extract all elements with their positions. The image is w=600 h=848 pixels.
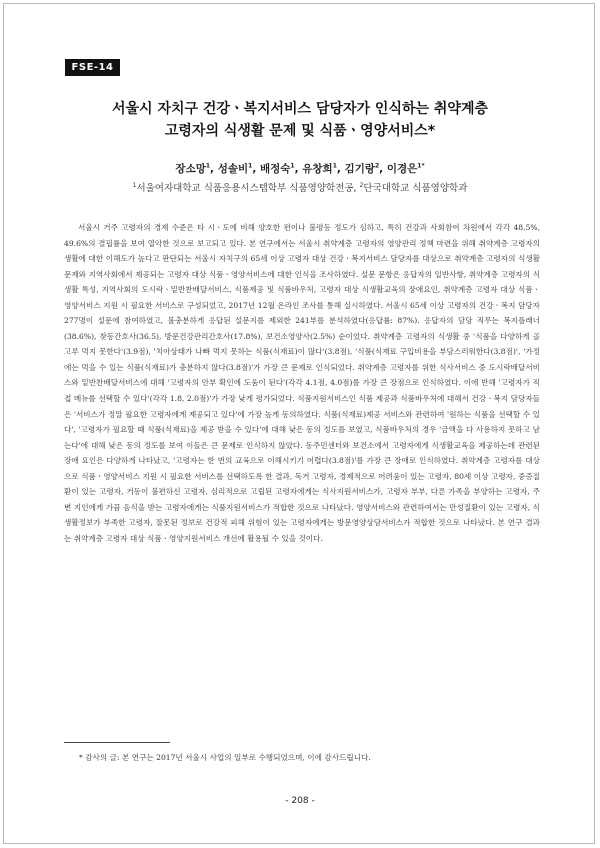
title-line-1: 서울시 자치구 건강ㆍ복지서비스 담당자가 인식하는 취약계층 bbox=[112, 101, 488, 117]
author-name: 장소망 bbox=[175, 163, 206, 175]
affiliation-mark: 2 bbox=[359, 181, 364, 189]
author-affiliation-mark: 2 bbox=[374, 162, 380, 170]
session-tag: FSE-14 bbox=[65, 59, 120, 76]
author-affiliation-mark: 1* bbox=[417, 162, 425, 170]
author-name: 유창희 bbox=[302, 163, 333, 175]
author-affiliation-mark: 1 bbox=[248, 162, 253, 170]
abstract-body: 서울시 거주 고령자의 경제 수준은 타 시ㆍ도에 비해 양호한 편이나 불평등 정도가 심하고, 특히 건강과 사회참여 차원에서 각각 48.5%, 49.6%의 결핍률을 보여 열악한 것으로 보고되고 있다. 본 연구에서는 서울시 취약계층 고령자의 영양관리 정책 마련을 위해 취약계층 고령자의 생활에 대한 이해도가 높다고 판단되는 서울시 자치구의 65세 이상 고령자 대상 건강ㆍ복지서비스 담당자를 대상으로 취약계층 고령자의 식생활 문제와 지역사회에서 제공되는 고령자 대상 식품ㆍ영양서비스에 대한 인식을 조사하였다. 설문 문항은 응답자의 일반사항, 취약계층 고령자의 식생활 특성, 지역사회의 도시락ㆍ밑반찬배달서비스, 식품제공 및 식품바우처, 고령자 대상 식생활교육의 장애요인, 취약계층 고령자 대상 식품ㆍ영양서비스 지원 시 필요한 서비스로 구성되었고, 2017년 12월 온라인 조사를 통해 실시하였다. 서울시 65세 이상 고령자의 건강ㆍ복지 담당자 277명이 설문에 참여하였고, 불충분하게 응답된 설문지를 제외한 241부를 분석하였다(응답률: 87%). 응답자의 담당 직무는 복지플래너(38.6%), 찾동간호사(36.5), 방문건강관리간호사(17.8%), 보건소영양사(2.5%) 순이었다. 취약계층 고령자의 식생활 중 '식품을 다양하게 골고루 먹지 못한다'(3.9점), '치아상태가 나빠 먹지 못하는 식품(식재료)이 많다'(3.8점), '식품(식재료 구입비용을 부담스러워한다(3.8점)', '가정에는 먹을 수 있는 식품(식재료)가 충분하지 않다(3.8점)'가 가장 큰 문제로 인식되었다. 취약계층 고령자를 위한 식사서비스 중 도시락배달서비스와 밑반찬배달서비스에 대해 '고령자의 안부 확인에 도움이 된다'(각각 4.1점, 4.0점)를 가장 큰 장점으로 인식하였다. 이에 반해 '고령자가 직접 메뉴를 선택할 수 있다'(각각 1.8, 2.0점)'가 가장 낮게 평가되었다. 식품지원서비스인 식품 제공과 식품바우처에 대해서 건강ㆍ복지 담당자들은 '서비스가 정말 필요한 고령자에게 제공되고 있다'에 가장 높게 동의하였다. 식품(식재료)제공 서비스와 관련하여 '원하는 식품을 선택할 수 있다', '고령자가 필요할 때 식품(식재료)을 제공 받을 수 있다'에 대해 낮은 동의 정도를 보였고, 식품바우처의 경우 '금액을 다 사용하지 못하고 남는다'에 대해 낮은 동의 정도를 보여 이들은 큰 문제로 인식하지 않았다. 동주민센터와 보건소에서 고령자에게 식생활교육을 제공하는데 관련된 장애 요인은 다양하게 나타났고, '고령자는 한 번의 교육으로 이해시키기 어렵다(3.8점)'를 가장 큰 장애로 인식하였다. 취약계층 고령자를 대상으로 식품ㆍ영양서비스 지원 시 필요한 서비스를 선택하도록 한 결과, 독거 고령자, 경제적으로 어려움이 있는 고령자, 80세 이상 고령자, 중증질환이 있는 고령자, 거동이 불편하신 고령자, 심리적으로 고립된 고령자에게는 식사지원서비스가, 고령자 부부, 다른 가족을 부양하는 고령자, 주변 지인에게 가끔 음식을 받는 고령자에게는 식품지원서비스가 적합한 것으로 나타났다. 영양서비스와 관련하여서는 만성질환이 있는 고령자, 식생활정보가 부족한 고령자, 잘못된 정보로 건강적 피해 위험이 있는 고령자에게는 방문영양상담서비스가 적합한 것으로 나타났다. 본 연구 결과는 취약계층 고령자 대상 식품ㆍ영양지원서비스 개선에 활용될 수 있을 것이다. bbox=[64, 223, 540, 543]
author-name: 김기랑 bbox=[344, 163, 375, 175]
author-name: 배정숙 bbox=[259, 163, 291, 175]
author-name: 이경은 bbox=[386, 163, 418, 175]
author-affiliation-mark: 1 bbox=[332, 162, 337, 170]
author-affiliation-mark: 1 bbox=[290, 162, 295, 170]
affiliation-mark: 1 bbox=[132, 181, 137, 189]
footnote: * 감사의 글: 본 연구는 2017년 서울시 사업의 일부로 수행되었으며, 이에 감사드립니다. bbox=[79, 753, 371, 762]
author-affiliation-mark: 1 bbox=[205, 162, 211, 170]
affiliation-2: 단국대학교 식품영양학과 bbox=[363, 183, 468, 194]
author-list: 장소망$^1$, 성솔비$^1$, 배정숙$^1$, 유창희$^1$, 김기랑$^2$, 이경은$^{1*}$ bbox=[175, 162, 425, 175]
author-name: 성솔비 bbox=[217, 163, 249, 175]
affiliations bbox=[40, 180, 560, 194]
footnote-divider bbox=[64, 742, 170, 743]
page-number: - 208 - bbox=[285, 796, 315, 806]
affiliation-1: 서울여자대학교 식품응용시스템학부 식품영양학전공, bbox=[136, 183, 360, 194]
title-line-2: 고령자의 식생활 문제 및 식품ㆍ영양서비스* bbox=[164, 123, 436, 139]
